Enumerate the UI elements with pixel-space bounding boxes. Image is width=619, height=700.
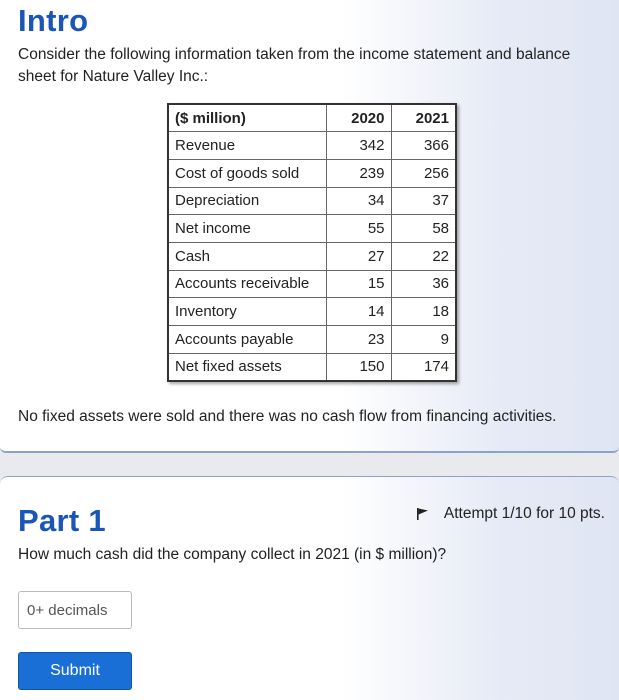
row-value-2020: 342 xyxy=(326,132,391,160)
table-row xyxy=(168,242,456,270)
part1-title: Part 1 xyxy=(18,503,106,538)
row-label: Depreciation xyxy=(168,187,326,215)
table-row xyxy=(168,298,456,326)
row-value-2021: 36 xyxy=(391,270,456,298)
intro-description: Consider the following information taken from the income statement and balance sheet for Nature Valley Inc.: xyxy=(18,46,571,85)
row-value-2021: 37 xyxy=(391,187,456,215)
row-label: Net fixed assets xyxy=(168,353,326,381)
row-value-2020: 34 xyxy=(326,187,391,215)
row-value-2021: 18 xyxy=(391,298,456,326)
row-value-2020: 15 xyxy=(326,270,391,298)
table-header-label: ($ million) xyxy=(168,104,326,132)
row-label: Inventory xyxy=(168,298,326,326)
row-value-2021: 256 xyxy=(391,159,456,187)
table-row xyxy=(168,159,456,187)
attempt-info xyxy=(416,505,605,523)
intro-title: Intro xyxy=(18,3,89,38)
flag-icon xyxy=(416,507,430,521)
row-value-2020: 27 xyxy=(326,242,391,270)
table-row xyxy=(168,215,456,243)
part1-card xyxy=(0,476,619,700)
table-row xyxy=(168,270,456,298)
row-label: Accounts payable xyxy=(168,326,326,354)
table-row xyxy=(168,353,456,381)
table-row xyxy=(168,326,456,354)
row-value-2020: 23 xyxy=(326,326,391,354)
row-value-2021: 58 xyxy=(391,215,456,243)
row-value-2021: 22 xyxy=(391,242,456,270)
row-label: Cost of goods sold xyxy=(168,159,326,187)
financial-table xyxy=(167,103,457,382)
table-header-row xyxy=(168,104,456,132)
submit-button[interactable]: Submit xyxy=(18,652,132,690)
row-value-2021: 366 xyxy=(391,132,456,160)
row-label: Cash xyxy=(168,242,326,270)
row-value-2020: 55 xyxy=(326,215,391,243)
table-header-2020: 2020 xyxy=(326,104,391,132)
row-value-2020: 150 xyxy=(326,353,391,381)
attempt-label: Attempt 1/10 for 10 pts. xyxy=(443,505,605,522)
row-label: Revenue xyxy=(168,132,326,160)
answer-input[interactable] xyxy=(18,591,132,629)
table-header-2021: 2021 xyxy=(391,104,456,132)
table-row xyxy=(168,132,456,160)
row-value-2021: 9 xyxy=(391,326,456,354)
row-value-2020: 14 xyxy=(326,298,391,326)
row-value-2020: 239 xyxy=(326,159,391,187)
row-label: Net income xyxy=(168,215,326,243)
row-label: Accounts receivable xyxy=(168,270,326,298)
table-row xyxy=(168,187,456,215)
intro-note: No fixed assets were sold and there was no cash flow from financing activities. xyxy=(18,408,557,425)
row-value-2021: 174 xyxy=(391,353,456,381)
question-text: How much cash did the company collect in 2021 (in $ million)? xyxy=(18,546,447,563)
